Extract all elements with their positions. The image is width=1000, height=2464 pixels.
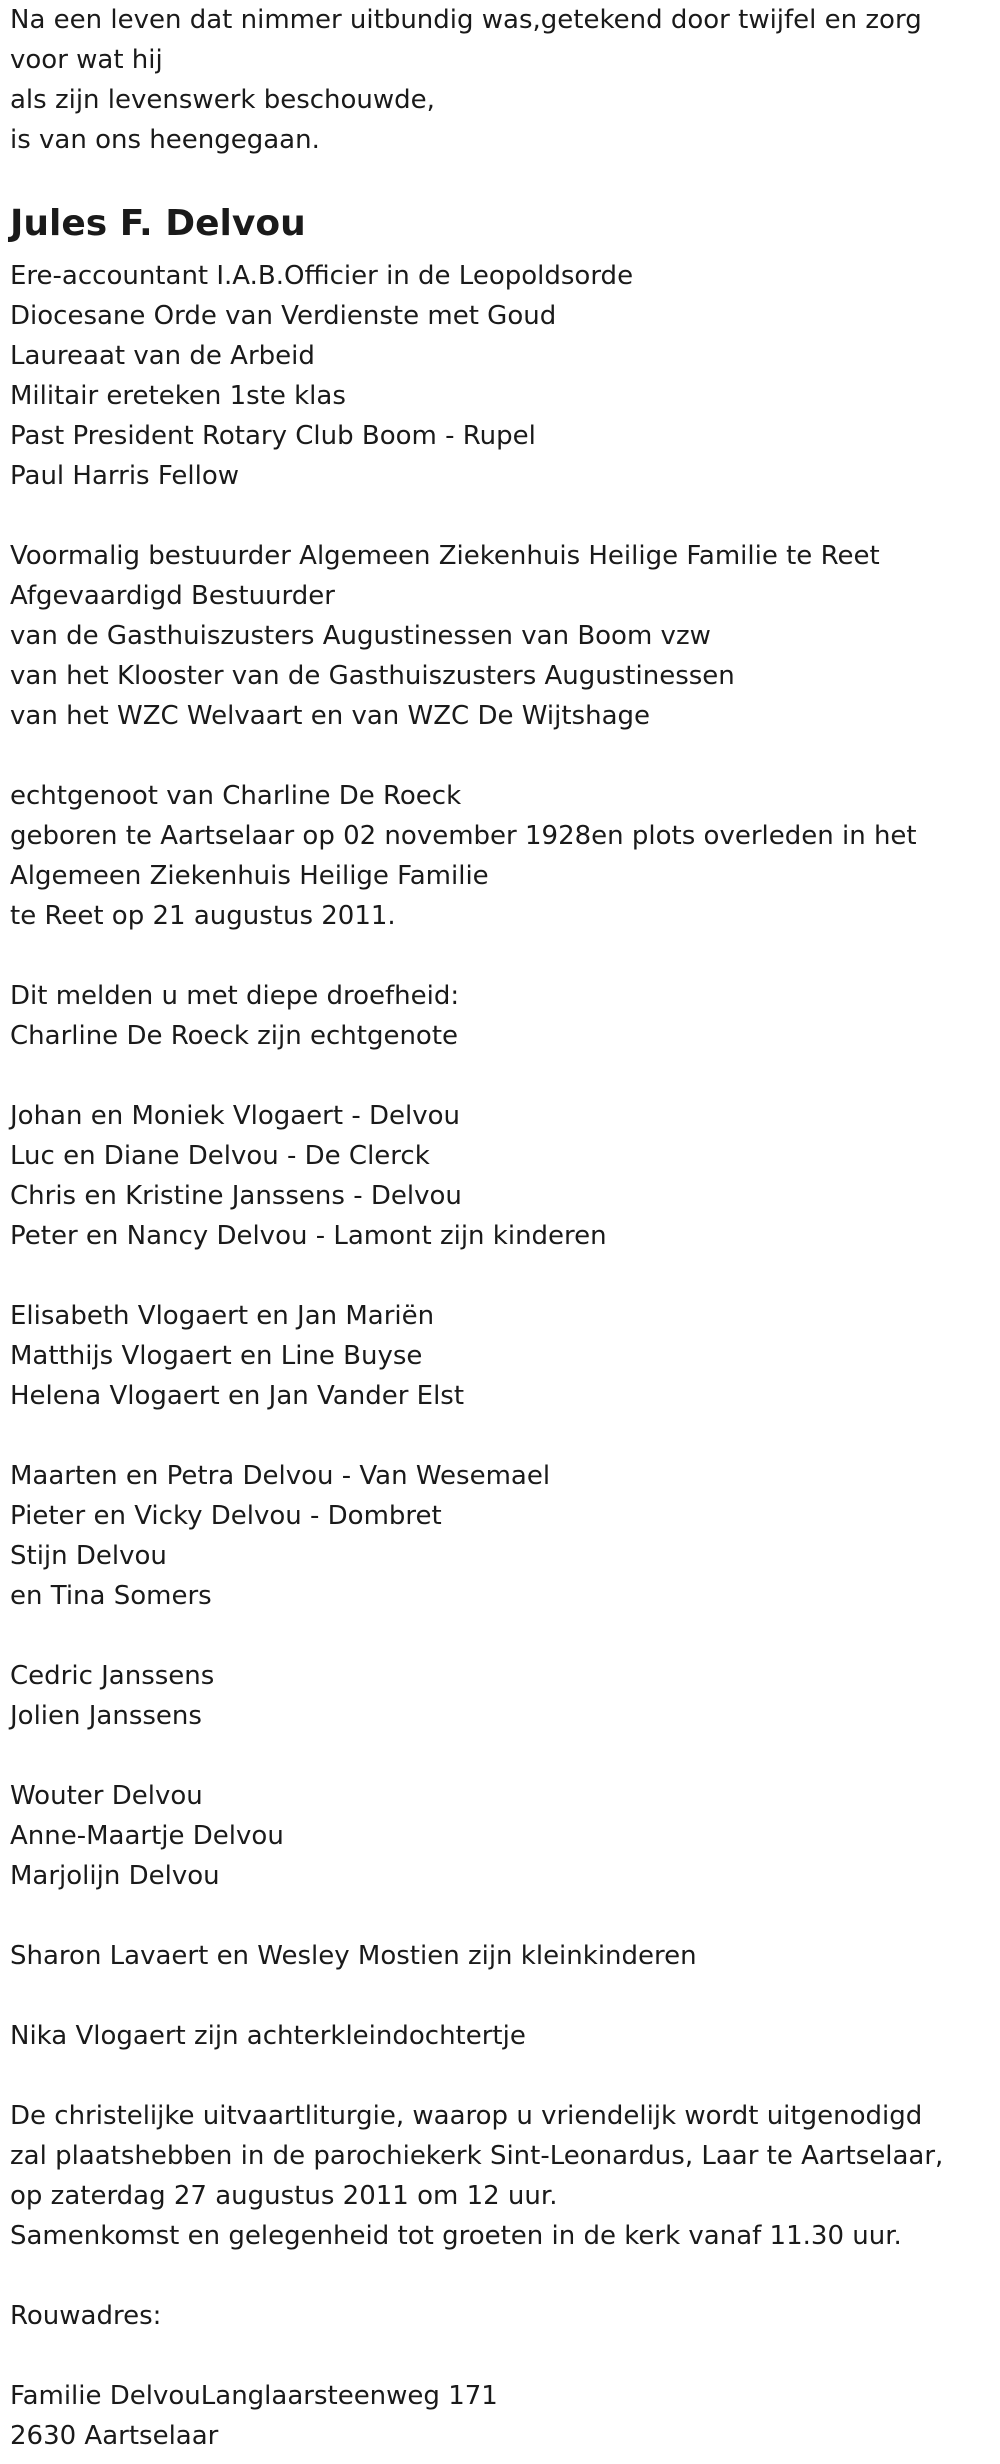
spacer: [10, 1896, 990, 1936]
funeral-service-section: [10, 2096, 990, 2256]
text-line: Charline De Roeck zijn echtgenote: [10, 1021, 459, 1051]
text-line: 2630 Aartselaar: [10, 2421, 219, 2451]
intro-line: is van ons heengegaan.: [10, 125, 320, 155]
spacer: [10, 1616, 990, 1656]
text-line: Helena Vlogaert en Jan Vander Elst: [10, 1381, 465, 1411]
mourning-address-section: [10, 2376, 990, 2456]
text-line: Wouter Delvou: [10, 1781, 203, 1811]
text-line: Familie DelvouLanglaarsteenweg 171: [10, 2381, 498, 2411]
text-line: Past President Rotary Club Boom - Rupel: [10, 421, 536, 451]
text-line: Militair ereteken 1ste klas: [10, 381, 346, 411]
text-line: op zaterdag 27 augustus 2011 om 12 uur.: [10, 2181, 558, 2211]
text-line: Elisabeth Vlogaert en Jan Mariën: [10, 1301, 435, 1331]
spacer: [10, 2056, 990, 2096]
text-line: van de Gasthuiszusters Augustinessen van Boom vzw: [10, 621, 711, 651]
spacer: [10, 496, 990, 536]
spacer: [10, 1976, 990, 2016]
text-line: Chris en Kristine Janssens - Delvou: [10, 1181, 462, 1211]
grandchildren-group-1: [10, 1296, 990, 1416]
text-line: Samenkomst en gelegenheid tot groeten in de kerk vanaf 11.30 uur.: [10, 2221, 902, 2251]
obituary-document: [10, 0, 990, 2456]
text-line: Sharon Lavaert en Wesley Mostien zijn kleinkinderen: [10, 1941, 697, 1971]
text-line: van het Klooster van de Gasthuiszusters Augustinessen: [10, 661, 735, 691]
text-line: Maarten en Petra Delvou - Van Wesemael: [10, 1461, 551, 1491]
text-line: Rouwadres:: [10, 2301, 162, 2331]
spacer: [10, 1256, 990, 1296]
text-line: zal plaatshebben in de parochiekerk Sint-Leonardus, Laar te Aartselaar,: [10, 2141, 944, 2171]
mourning-address-label-section: [10, 2296, 990, 2336]
intro-line: voor wat hij: [10, 45, 163, 75]
grandchildren-group-2: [10, 1456, 990, 1616]
text-line: Ere-accountant I.A.B.Officier in de Leopoldsorde: [10, 261, 634, 291]
text-line: Johan en Moniek Vlogaert - Delvou: [10, 1101, 460, 1131]
intro-line: als zijn levenswerk beschouwde,: [10, 85, 435, 115]
intro-block: [10, 0, 990, 160]
grandchildren-group-5: [10, 1936, 990, 1976]
honors-section: [10, 256, 990, 496]
spacer: [10, 1416, 990, 1456]
grandchildren-group-3: [10, 1656, 990, 1736]
text-line: geboren te Aartselaar op 02 november 1928en plots overleden in het: [10, 821, 917, 851]
text-line: Jolien Janssens: [10, 1701, 202, 1731]
board-functions-section: [10, 536, 990, 736]
text-line: Pieter en Vicky Delvou - Dombret: [10, 1501, 442, 1531]
spacer: [10, 1736, 990, 1776]
text-line: Afgevaardigd Bestuurder: [10, 581, 335, 611]
text-line: Marjolijn Delvou: [10, 1861, 220, 1891]
text-line: Paul Harris Fellow: [10, 461, 239, 491]
birth-death-section: [10, 776, 990, 936]
deceased-name: Jules F. Delvou: [10, 203, 306, 244]
text-line: Luc en Diane Delvou - De Clerck: [10, 1141, 430, 1171]
text-line: Dit melden u met diepe droefheid:: [10, 981, 460, 1011]
spacer: [10, 936, 990, 976]
great-grandchild-section: [10, 2016, 990, 2056]
text-line: van het WZC Welvaart en van WZC De Wijtshage: [10, 701, 650, 731]
text-line: en Tina Somers: [10, 1581, 212, 1611]
text-line: Anne-Maartje Delvou: [10, 1821, 284, 1851]
text-line: Algemeen Ziekenhuis Heilige Familie: [10, 861, 489, 891]
spacer: [10, 736, 990, 776]
grandchildren-group-4: [10, 1776, 990, 1896]
text-line: Diocesane Orde van Verdienste met Goud: [10, 301, 557, 331]
announcement-section: [10, 976, 990, 1056]
intro-line: Na een leven dat nimmer uitbundig was,getekend door twijfel en zorg: [10, 5, 922, 35]
text-line: Voormalig bestuurder Algemeen Ziekenhuis Heilige Familie te Reet: [10, 541, 880, 571]
text-line: Peter en Nancy Delvou - Lamont zijn kinderen: [10, 1221, 607, 1251]
text-line: Matthijs Vlogaert en Line Buyse: [10, 1341, 423, 1371]
text-line: echtgenoot van Charline De Roeck: [10, 781, 462, 811]
text-line: Nika Vlogaert zijn achterkleindochtertje: [10, 2021, 526, 2051]
spacer: [10, 2256, 990, 2296]
spacer: [10, 1056, 990, 1096]
text-line: Stijn Delvou: [10, 1541, 167, 1571]
children-section: [10, 1096, 990, 1256]
text-line: Cedric Janssens: [10, 1661, 215, 1691]
text-line: De christelijke uitvaartliturgie, waarop u vriendelijk wordt uitgenodigd: [10, 2101, 923, 2131]
text-line: Laureaat van de Arbeid: [10, 341, 315, 371]
spacer: [10, 2336, 990, 2376]
text-line: te Reet op 21 augustus 2011.: [10, 901, 396, 931]
